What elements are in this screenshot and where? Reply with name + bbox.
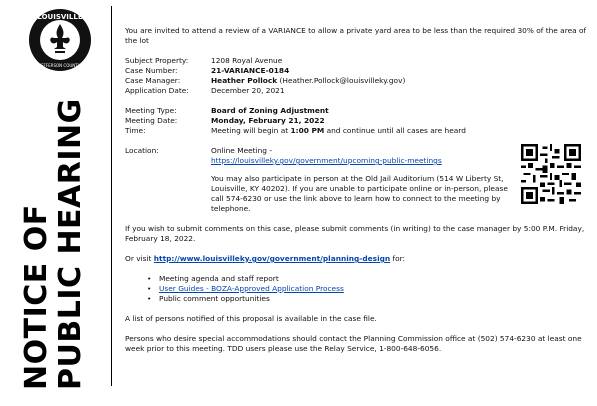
meeting-type-label: Meeting Type: [125,106,177,115]
visit-text: Or visit http://www.louisvilleky.gov/government/planning-design for: [125,254,406,263]
case-manager-email: (Heather.Pollock@louisvilleky.gov) [277,76,406,85]
application-date-value: December 20, 2021 [211,86,285,95]
case-manager-label: Case Manager: [125,76,181,85]
planning-design-link[interactable]: http://www.louisvilleky.gov/government/planning-design [153,254,391,263]
case-number-value: 21-VARIANCE-0184 [211,66,290,75]
case-manager-value [211,76,587,86]
subject-value: 1208 Royal Avenue [211,56,283,65]
seal-bottom-text: JEFFERSON COUNTY [39,63,81,68]
meeting-date-label: Meeting Date: [125,116,178,125]
accommodations-text: Persons who desire special accommodations should contact the Planning Commission office at (502) 574-6230 at least one week prior to this meeting. TDD users please use the Relay Service, 1-800-648-6056. [125,334,582,353]
louisville-seal-icon [28,8,92,72]
intro-text: You are invited to attend a review of a VARIANCE to allow a private yard area to be less than the required 30% of the area of the lot [125,26,587,45]
notice-body [125,26,587,364]
divider [111,6,112,386]
notice-title-line1: NOTICE OF [19,204,54,390]
case-info [125,56,587,96]
qr-code-icon[interactable] [521,144,581,204]
meeting-time-value: Meeting will begin at 1:00 PM and continue until all cases are heard [211,126,466,135]
meeting-date-value: Monday, February 21, 2022 [211,116,325,125]
list-item: • Public comment opportunities [147,294,587,304]
location-section [125,146,587,214]
comments-text: If you wish to submit comments on this case, please submit comments (in writing) to the case manager by 5:00 P.M. Friday, February 18, 2022. [125,224,585,243]
resource-list [147,274,587,304]
notice-title [20,90,88,390]
meeting-time-label: Time: [125,126,146,135]
user-guides-link[interactable]: User Guides - BOZA-Approved Application Process [159,284,344,293]
case-manager-name: Heather Pollock [211,76,278,85]
notified-text: A list of persons notified of this proposal is available in the case file. [125,314,377,323]
list-item: • Meeting agenda and staff report [147,274,587,284]
location-label: Location: [125,146,159,155]
meeting-type-value: Board of Zoning Adjustment [211,106,329,115]
application-date-label: Application Date: [125,86,189,95]
online-meeting-text: Online Meeting - [211,146,273,155]
upcoming-meetings-link[interactable]: https://louisvilleky.gov/government/upcoming-public-meetings [211,156,442,165]
list-item [147,284,587,294]
subject-label: Subject Property: [125,56,189,65]
notice-title-line2: PUBLIC HEARING [53,98,88,390]
meeting-info [125,106,587,136]
case-number-label: Case Number: [125,66,178,75]
seal-top-text: LOUISVILLE [37,13,83,21]
in-person-text: You may also participate in person at the Old Jail Auditorium (514 W Liberty St, Louisville, KY 40202). If you are unable to participate online or in-person, please call 574-6230 or use the link above to learn how to connect to the meeting by telephone. [211,174,508,213]
